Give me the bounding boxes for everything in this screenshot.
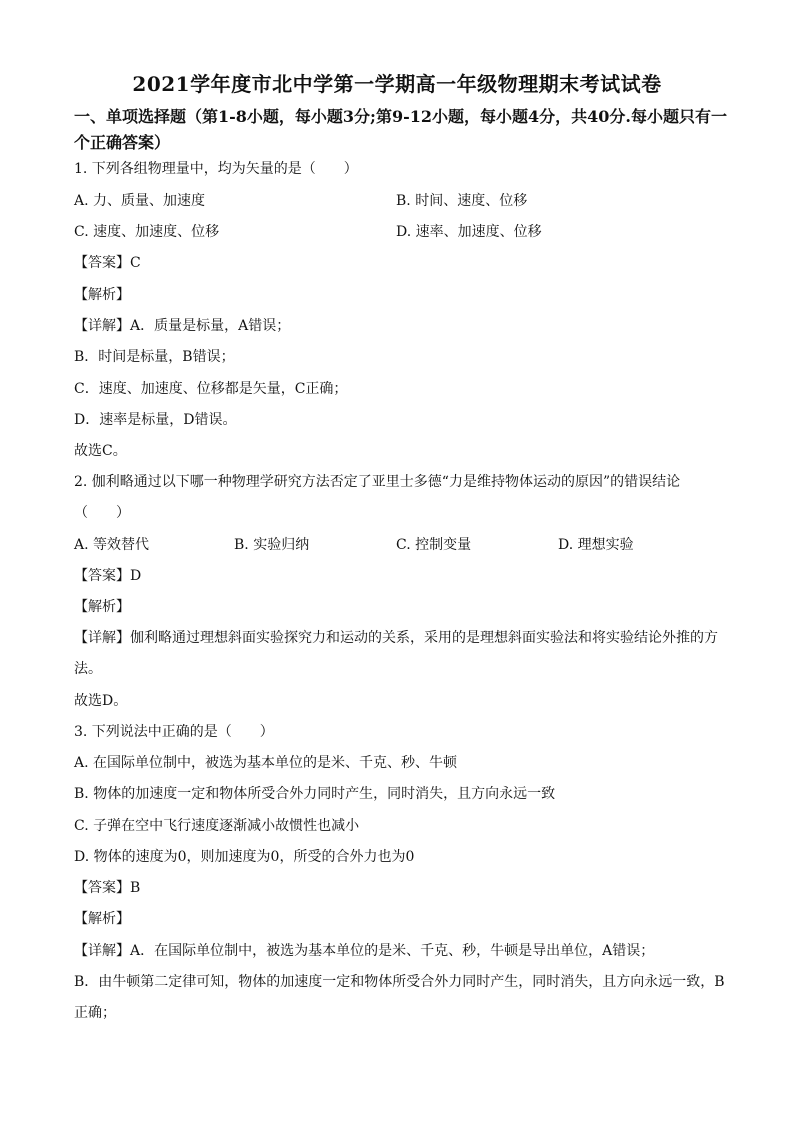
question-3-answer: 【答案】B <box>74 880 141 896</box>
question-2-stem-cont: （ ） <box>74 505 130 521</box>
question-3-option-d: D. 物体的速度为0，则加速度为0，所受的合外力也为0 <box>74 849 415 865</box>
question-2-stem: 2. 伽利略通过以下哪一种物理学研究方法否定了亚里士多德“力是维持物体运动的原因”的错误结论 <box>74 474 681 490</box>
question-1-detail-line: C．速度、加速度、位移都是矢量，C正确； <box>74 381 348 397</box>
question-2-answer: 【答案】D <box>74 568 142 584</box>
question-2-detail-line: 法。 <box>74 661 102 677</box>
question-3-option-c: C. 子弹在空中飞行速度逐渐减小故惯性也减小 <box>74 818 360 834</box>
question-2-conclusion: 故选D。 <box>74 693 128 709</box>
question-2-detail-line: 【详解】伽利略通过理想斜面实验探究力和运动的关系，采用的是理想斜面实验法和将实验结论外推的方 <box>74 630 718 646</box>
question-1-stem: 1. 下列各组物理量中，均为矢量的是（ ） <box>74 161 358 177</box>
page-title: 2021学年度市北中学第一学期高一年级物理期末考试试卷 <box>132 72 662 96</box>
question-2-option-a: A. 等效替代 <box>74 537 150 553</box>
question-2-option-b: B. 实验归纳 <box>234 537 310 553</box>
question-3-option-b: B. 物体的加速度一定和物体所受合外力同时产生，同时消失，且方向永远一致 <box>74 786 556 802</box>
question-2-analysis-label: 【解析】 <box>74 599 130 615</box>
question-1-answer: 【答案】C <box>74 255 141 271</box>
question-3-option-a: A. 在国际单位制中，被选为基本单位的是米、千克、秒、牛顿 <box>74 755 458 771</box>
question-3-detail-line: 正确； <box>74 1005 116 1021</box>
question-1-detail-line: D．速率是标量，D错误。 <box>74 412 237 428</box>
question-1-detail-line: B．时间是标量，B错误； <box>74 349 235 365</box>
question-2-option-d: D. 理想实验 <box>558 537 634 553</box>
question-2-option-c: C. 控制变量 <box>396 537 472 553</box>
section-heading: 一、单项选择题（第1-8小题，每小题3分;第9-12小题，每小题4分，共40分.每小题只有一个正确答案） <box>74 107 727 152</box>
question-1-analysis-label: 【解析】 <box>74 287 130 303</box>
question-3-stem: 3. 下列说法中正确的是（ ） <box>74 724 274 740</box>
question-1-option-a: A. 力、质量、加速度 <box>74 193 206 209</box>
question-1-option-d: D. 速率、加速度、位移 <box>396 224 542 240</box>
question-1-option-b: B. 时间、速度、位移 <box>396 193 528 209</box>
question-3-analysis-label: 【解析】 <box>74 911 130 927</box>
question-3-detail-line: 【详解】A．在国际单位制中，被选为基本单位的是米、千克、秒，牛顿是导出单位，A错误； <box>74 943 655 959</box>
question-1-conclusion: 故选C。 <box>74 443 127 459</box>
question-3-detail-line: B．由牛顿第二定律可知，物体的加速度一定和物体所受合外力同时产生，同时消失，且方向永远一致，B <box>74 974 725 990</box>
question-1-option-c: C. 速度、加速度、位移 <box>74 224 220 240</box>
question-1-detail-line: 【详解】A．质量是标量，A错误； <box>74 318 291 334</box>
